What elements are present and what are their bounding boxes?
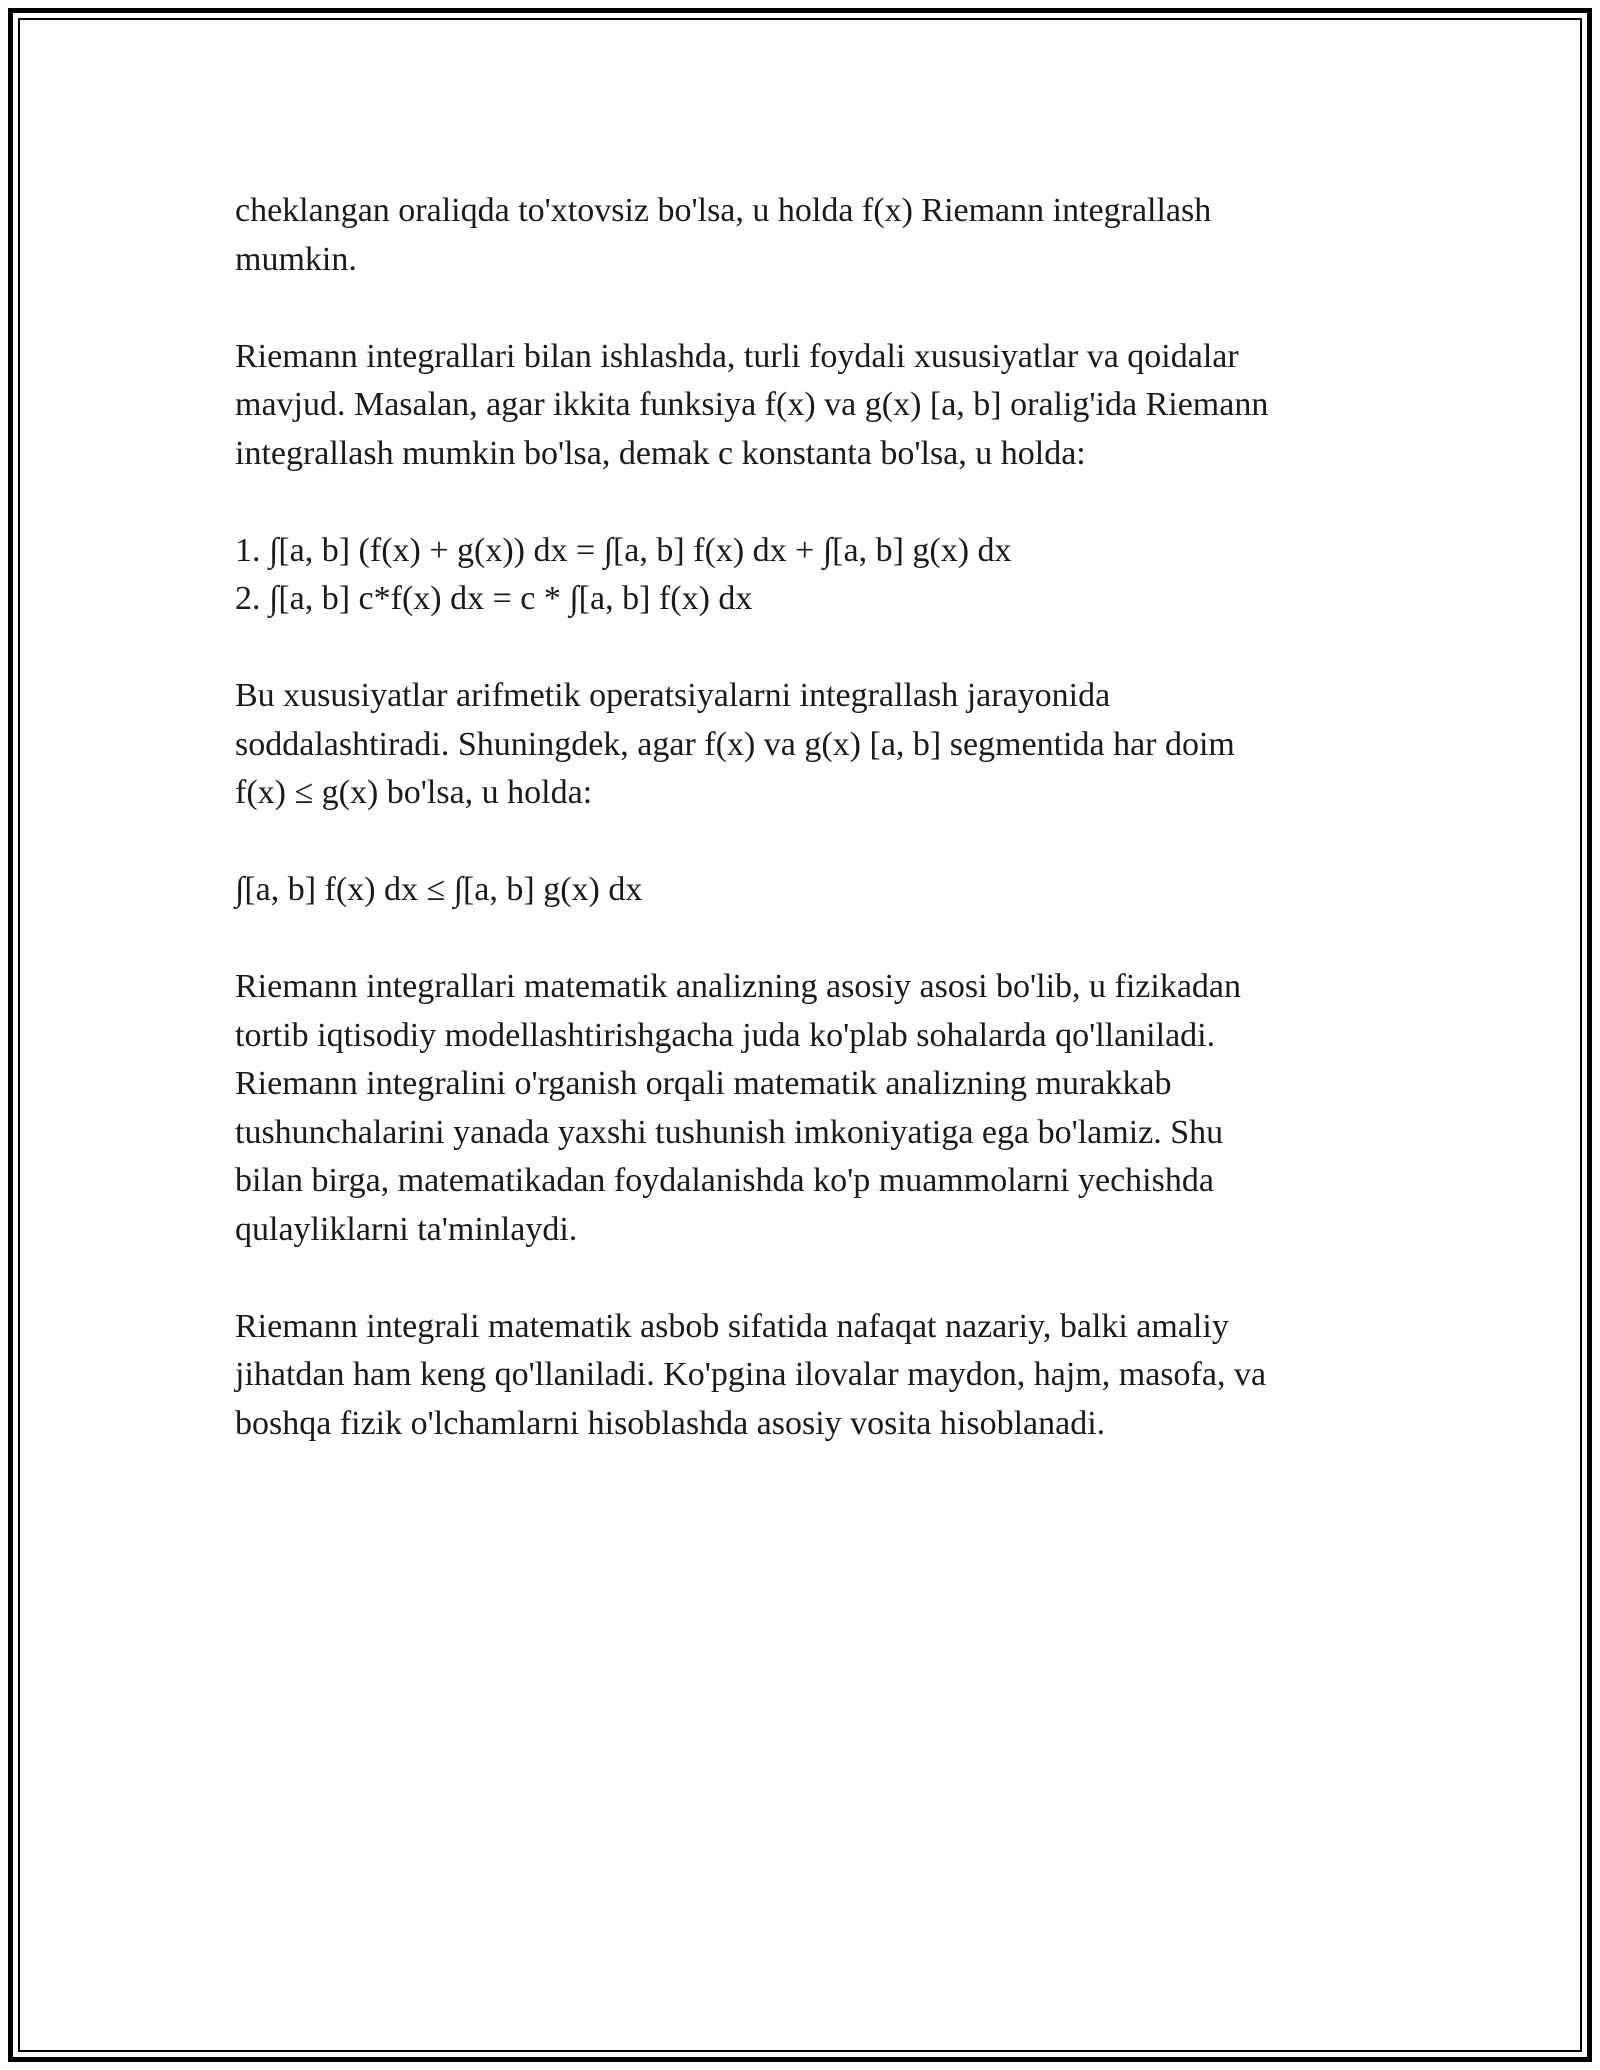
text-line: f(x) ≤ g(x) bo'lsa, u holda: [235, 774, 593, 811]
text-line: tushunchalarini yanada yaxshi tushunish imkoniyatiga ega bo'lamiz. Shu [235, 1113, 1224, 1151]
formula-inequality [235, 866, 1370, 915]
paragraph-properties-intro [235, 333, 1370, 479]
text-line: bilan birga, matematikadan foydalanishda ko'p muammolarni yechishda [235, 1162, 1214, 1199]
formula-item-linearity: 1. ∫[a, b] (f(x) + g(x)) dx = ∫[a, b] f(x) dx + ∫[a, b] g(x) dx [235, 531, 1012, 569]
formula-item-constant: 2. ∫[a, b] c*f(x) dx = c * ∫[a, b] f(x) dx [235, 580, 753, 617]
text-line: Bu xususiyatlar arifmetik operatsiyalarni integrallash jarayonida [235, 677, 1111, 714]
text-line: soddalashtiradi. Shuningdek, agar f(x) va g(x) [a, b] segmentida har doim [235, 725, 1235, 763]
paragraph-applications [235, 963, 1370, 1254]
text-line: Riemann integrallari matematik analizning asosiy asosi bo'lib, u fizikadan [235, 968, 1242, 1005]
paragraph-monotonicity [235, 672, 1370, 818]
text-line: integrallash mumkin bo'lsa, demak c konstanta bo'lsa, u holda: [235, 434, 1086, 472]
text-line: qulayliklarni ta'minlaydi. [235, 1210, 578, 1248]
text-line: jihatdan ham keng qo'llaniladi. Ko'pgina ilovalar maydon, hajm, masofa, va [235, 1356, 1267, 1393]
formula-line: ∫[a, b] f(x) dx ≤ ∫[a, b] g(x) dx [235, 871, 643, 908]
paragraph-continuation [235, 187, 1370, 284]
text-line: mumkin. [235, 240, 357, 278]
text-line: tortib iqtisodiy modellashtirishgacha juda ko'plab sohalarda qo'llaniladi. [235, 1016, 1216, 1054]
text-line: Riemann integrallari bilan ishlashda, turli foydali xususiyatlar va qoidalar [235, 337, 1239, 375]
paragraph-conclusion [235, 1303, 1370, 1449]
formula-list [235, 527, 1370, 624]
text-line: Riemann integrali matematik asbob sifatida nafaqat nazariy, balki amaliy [235, 1307, 1229, 1345]
document-body [235, 187, 1370, 1497]
text-line: mavjud. Masalan, agar ikkita funksiya f(x) va g(x) [a, b] oralig'ida Riemann [235, 386, 1269, 423]
text-line: boshqa fizik o'lchamlarni hisoblashda asosiy vosita hisoblanadi. [235, 1404, 1106, 1442]
text-line: Riemann integralini o'rganish orqali matematik analizning murakkab [235, 1065, 1172, 1102]
text-line: cheklangan oraliqda to'xtovsiz bo'lsa, u holda f(x) Riemann integrallash [235, 192, 1212, 229]
